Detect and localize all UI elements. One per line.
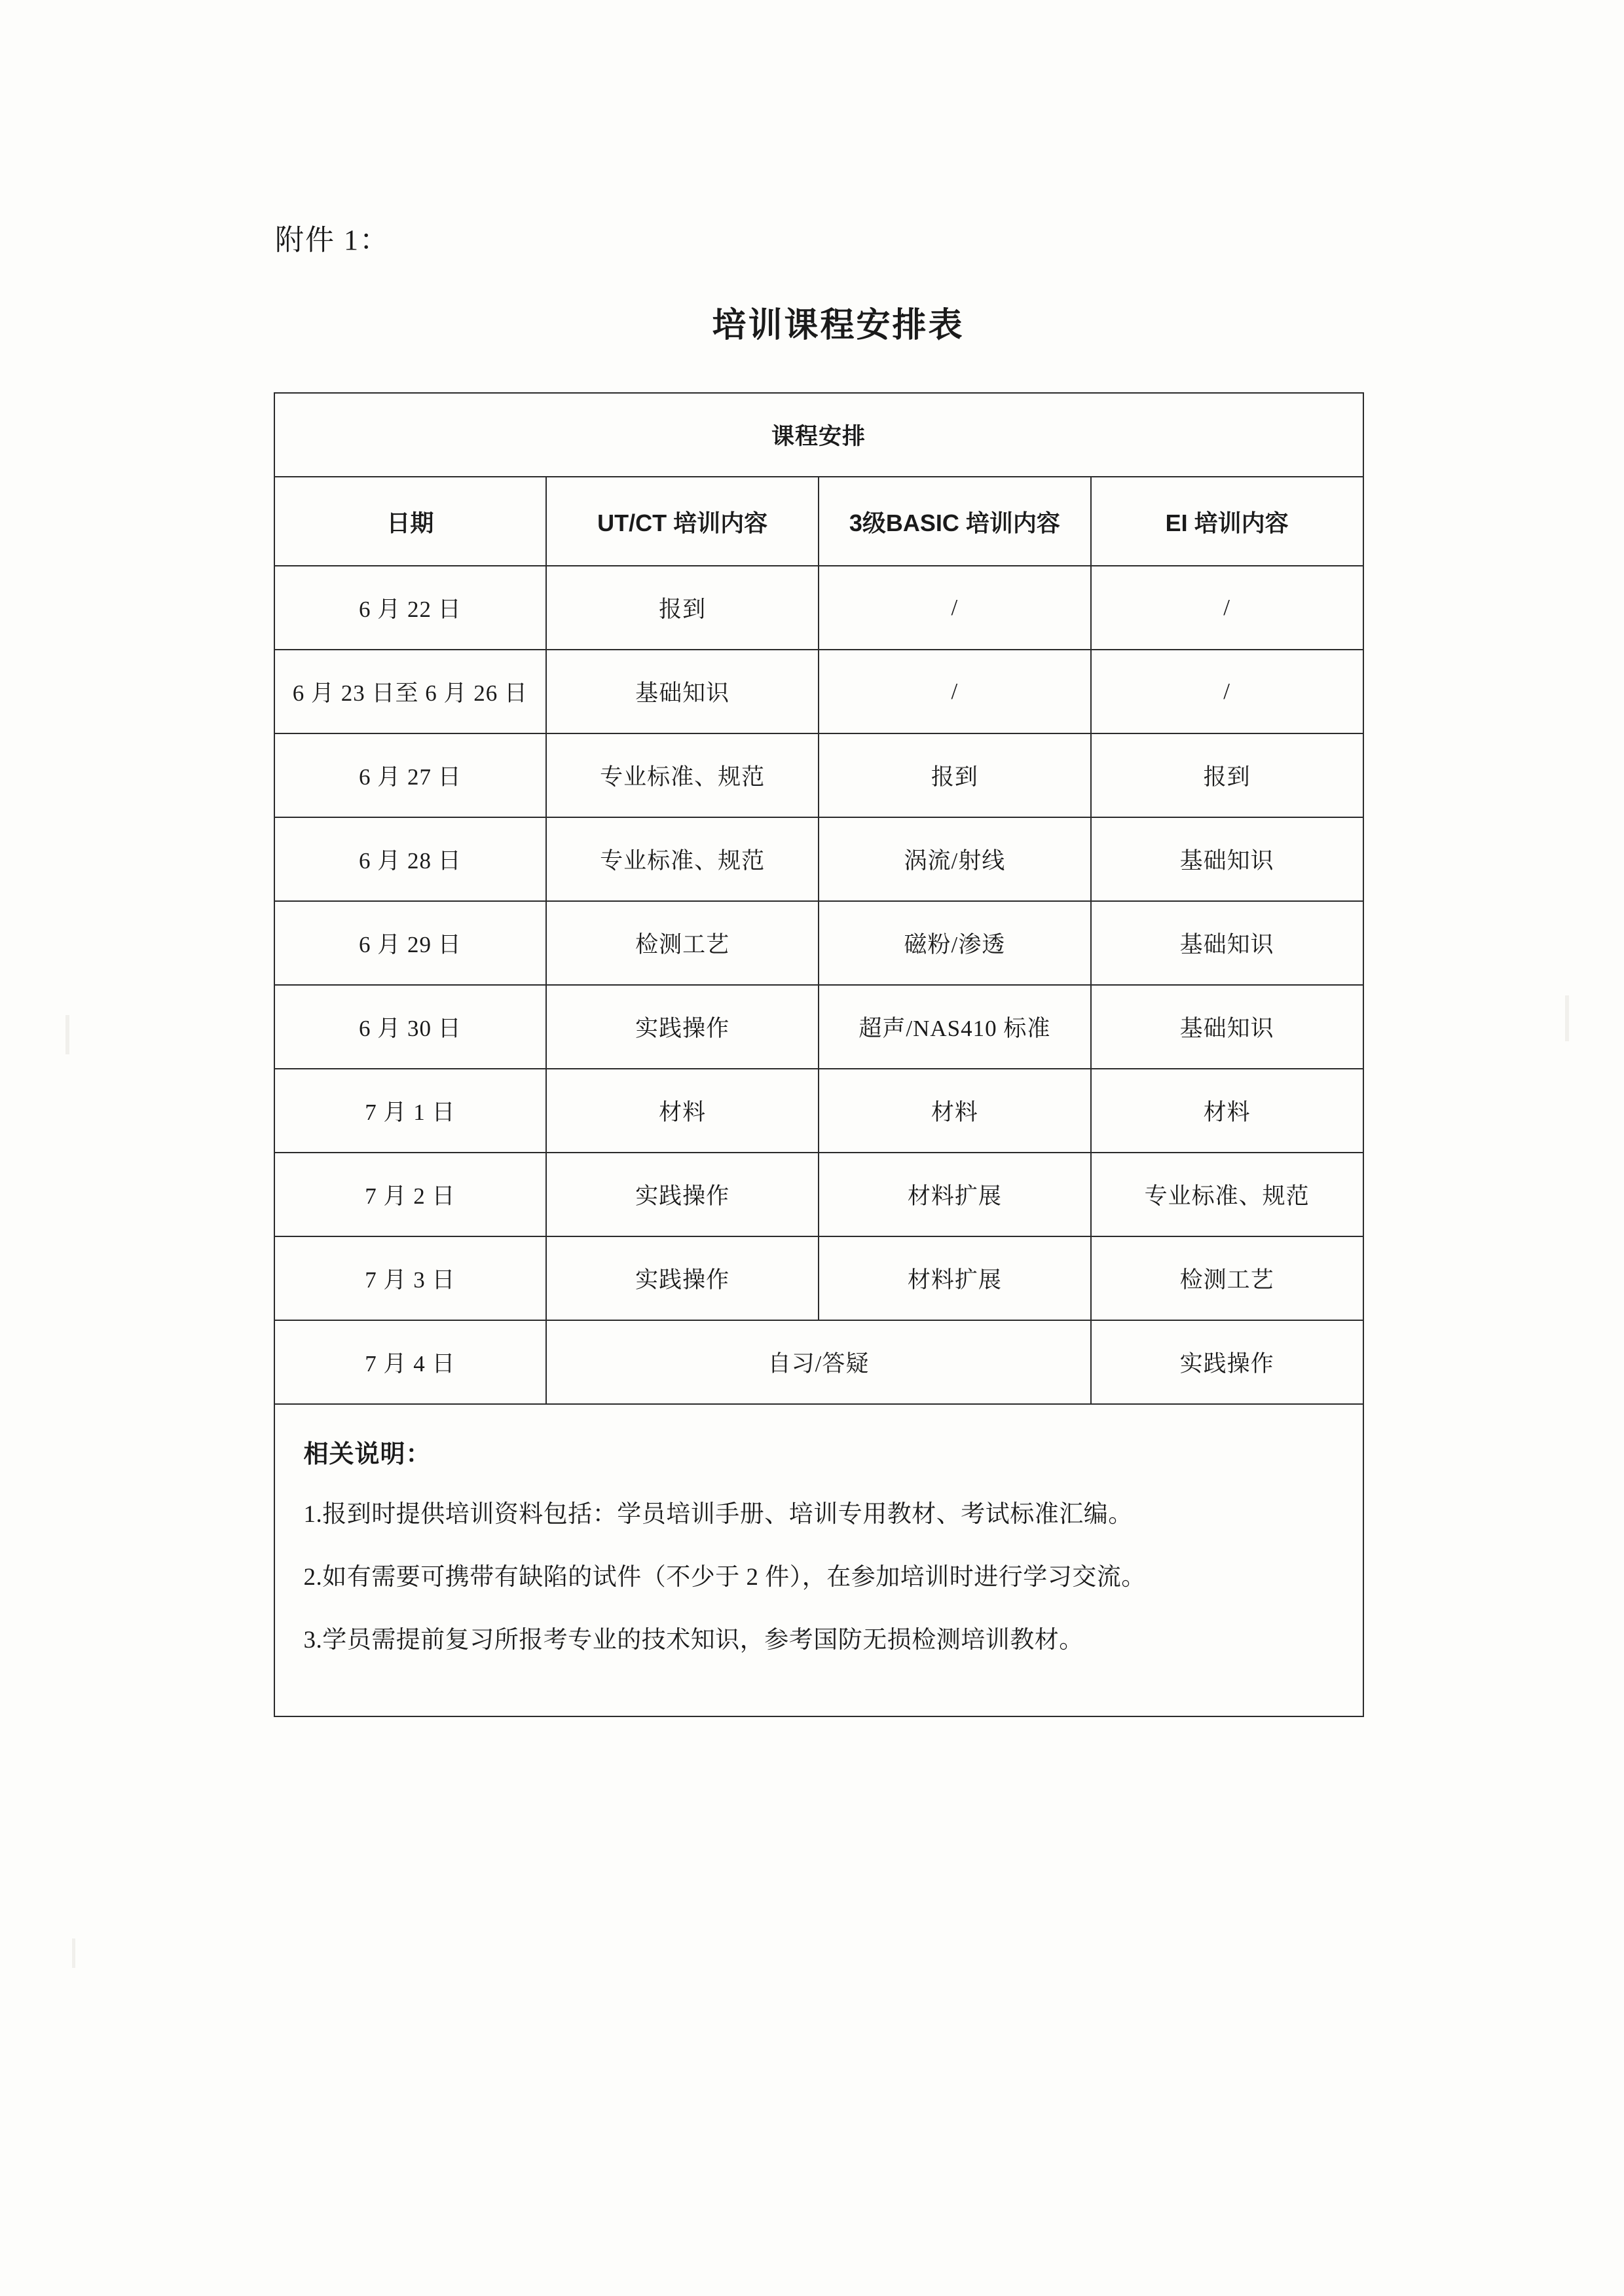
cell-date: 7 月 1 日 (274, 1069, 547, 1153)
cell-basic: 报到 (819, 733, 1091, 817)
course-schedule-table (274, 392, 1364, 1405)
document-content (262, 216, 1375, 1717)
scan-artifact (72, 1938, 75, 1968)
cell-ei: / (1091, 650, 1363, 733)
cell-date: 6 月 27 日 (274, 733, 547, 817)
table-row (274, 1069, 1363, 1153)
cell-utct: 专业标准、规范 (546, 733, 819, 817)
cell-ei: 实践操作 (1091, 1320, 1363, 1404)
cell-utct: 材料 (546, 1069, 819, 1153)
cell-ei: 专业标准、规范 (1091, 1153, 1363, 1236)
cell-date: 6 月 30 日 (274, 985, 547, 1069)
note-item: 2.如有需要可携带有缺陷的试件（不少于 2 件），在参加培训时进行学习交流。 (303, 1563, 1146, 1591)
scan-artifact (65, 1015, 69, 1054)
page-title: 培训课程安排表 (712, 306, 965, 344)
cell-date: 6 月 23 日至 6 月 26 日 (274, 650, 547, 733)
cell-basic: 材料扩展 (819, 1153, 1091, 1236)
cell-date: 7 月 3 日 (274, 1236, 547, 1320)
cell-ei: 报到 (1091, 733, 1363, 817)
column-header-basic: 3级BASIC 培训内容 (819, 477, 1091, 566)
cell-utct: 实践操作 (546, 1153, 819, 1236)
cell-basic: / (819, 566, 1091, 650)
cell-basic: 涡流/射线 (819, 817, 1091, 901)
cell-date: 7 月 2 日 (274, 1153, 547, 1236)
table-row (274, 985, 1363, 1069)
column-header-utct: UT/CT 培训内容 (546, 477, 819, 566)
cell-date: 6 月 29 日 (274, 901, 547, 985)
table-row (274, 566, 1363, 650)
cell-ei: / (1091, 566, 1363, 650)
table-row (274, 817, 1363, 901)
note-item: 3.学员需提前复习所报考专业的技术知识，参考国防无损检测培训教材。 (303, 1626, 1084, 1654)
table-caption-row (274, 393, 1363, 477)
table-row-last (274, 1320, 1363, 1404)
column-header-date: 日期 (274, 477, 547, 566)
cell-ei: 基础知识 (1091, 901, 1363, 985)
cell-date: 7 月 4 日 (274, 1320, 547, 1404)
cell-date: 6 月 22 日 (274, 566, 547, 650)
note-item: 1.报到时提供培训资料包括：学员培训手册、培训专用教材、考试标准汇编。 (303, 1501, 1133, 1528)
cell-utct: 检测工艺 (546, 901, 819, 985)
table-row (274, 1153, 1363, 1236)
table-header-row (274, 477, 1363, 566)
table-row (274, 1236, 1363, 1320)
cell-ei: 基础知识 (1091, 817, 1363, 901)
cell-ei: 基础知识 (1091, 985, 1363, 1069)
cell-utct: 基础知识 (546, 650, 819, 733)
cell-ei: 检测工艺 (1091, 1236, 1363, 1320)
column-header-ei: EI 培训内容 (1091, 477, 1363, 566)
scan-artifact (1565, 995, 1569, 1041)
cell-basic: 材料扩展 (819, 1236, 1091, 1320)
cell-basic: 磁粉/渗透 (819, 901, 1091, 985)
cell-basic: / (819, 650, 1091, 733)
cell-utct: 实践操作 (546, 1236, 819, 1320)
cell-date: 6 月 28 日 (274, 817, 547, 901)
notes-title: 相关说明： (303, 1441, 432, 1468)
table-caption: 课程安排 (274, 393, 1363, 477)
cell-utct: 专业标准、规范 (546, 817, 819, 901)
cell-ei: 材料 (1091, 1069, 1363, 1153)
cell-utct: 实践操作 (546, 985, 819, 1069)
table-row (274, 733, 1363, 817)
cell-utct: 报到 (546, 566, 819, 650)
table-row (274, 650, 1363, 733)
attachment-label: 附件 1： (275, 224, 390, 256)
table-row (274, 901, 1363, 985)
notes-section (274, 1405, 1364, 1717)
cell-basic: 材料 (819, 1069, 1091, 1153)
cell-basic: 超声/NAS410 标准 (819, 985, 1091, 1069)
cell-merged-selfstudy: 自习/答疑 (546, 1320, 1091, 1404)
